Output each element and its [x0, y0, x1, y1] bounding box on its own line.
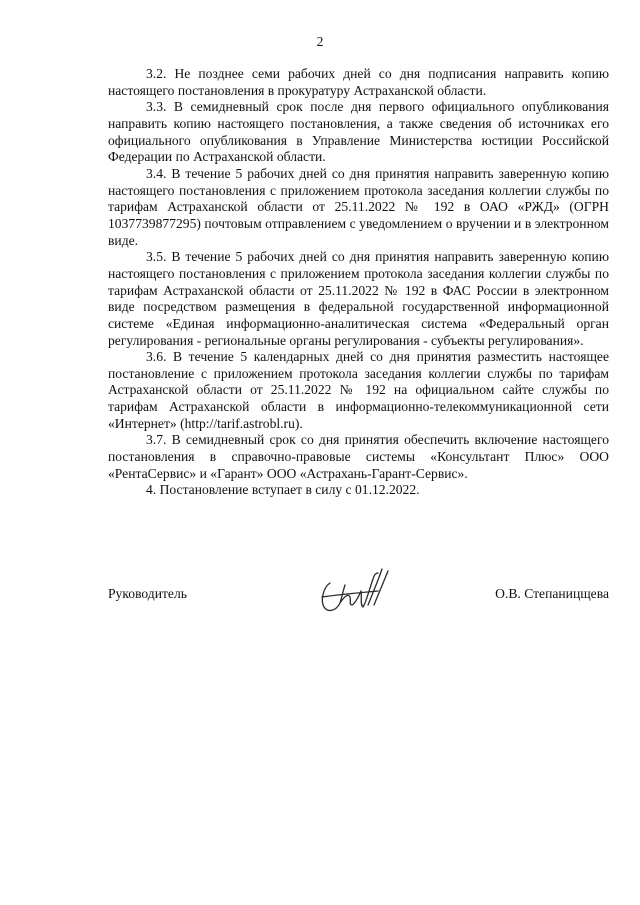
document-body	[108, 66, 609, 499]
signature-block	[108, 583, 609, 623]
signatory-title: Руководитель	[108, 586, 187, 601]
signatory-name: О.В. Степаницщева	[495, 586, 609, 601]
paragraph-4: 4. Постановление вступает в силу с 01.12.2022.	[146, 482, 420, 498]
paragraph-3-4: 3.4. В течение 5 рабочих дней со дня принятия направить заверенную копию настоящего постановления с приложением протокола заседания коллегии службы по тарифам Астраханской области от 25.11.2022 № 192 в ОАО «РЖД» (ОГРН 1037739877295) почтовым отправлением с уведомлением о вручении и в электронном виде.	[108, 165, 609, 248]
page-number: 2	[316, 34, 324, 49]
paragraph-3-3: 3.3. В семидневный срок после дня первого официального опубликования направить копию настоящего постановления, а также сведения об источниках его официального опубликования в Управление Министерства юстиции Российской Федерации по Астраханской области.	[108, 99, 609, 165]
handwritten-signature	[316, 567, 401, 623]
paragraph-3-2: 3.2. Не позднее семи рабочих дней со дня подписания направить копию настоящего постановления в прокуратуру Астраханской области.	[108, 66, 609, 98]
paragraph-3-6: 3.6. В течение 5 календарных дней со дня принятия разместить настоящее постановление с приложением протокола заседания коллегии службы по тарифам Астраханской области от 25.11.2022 № 192 на официальном сайте службы по тарифам Астраханской области в информационно-телекоммуникационной сети «Интернет» (http://tarif.astrobl.ru).	[108, 349, 609, 431]
paragraph-3-7: 3.7. В семидневный срок со дня принятия обеспечить включение настоящего постановления в справочно-правовые системы «Консультант Плюс» ООО «РентаСервис» и «Гарант» ООО «Астрахань-Гарант-Сервис».	[108, 432, 609, 481]
paragraph-3-5: 3.5. В течение 5 рабочих дней со дня принятия направить заверенную копию настоящего постановления с приложением протокола заседания коллегии службы по тарифам Астраханской области от 25.11.2022 № 192 в ФАС России в электронном виде посредством размещения в федеральной государственной информационной системе «Единая информационно-аналитическая система «Федеральный орган регулирования - региональные органы регулирования - субъекты регулирования».	[108, 249, 609, 348]
